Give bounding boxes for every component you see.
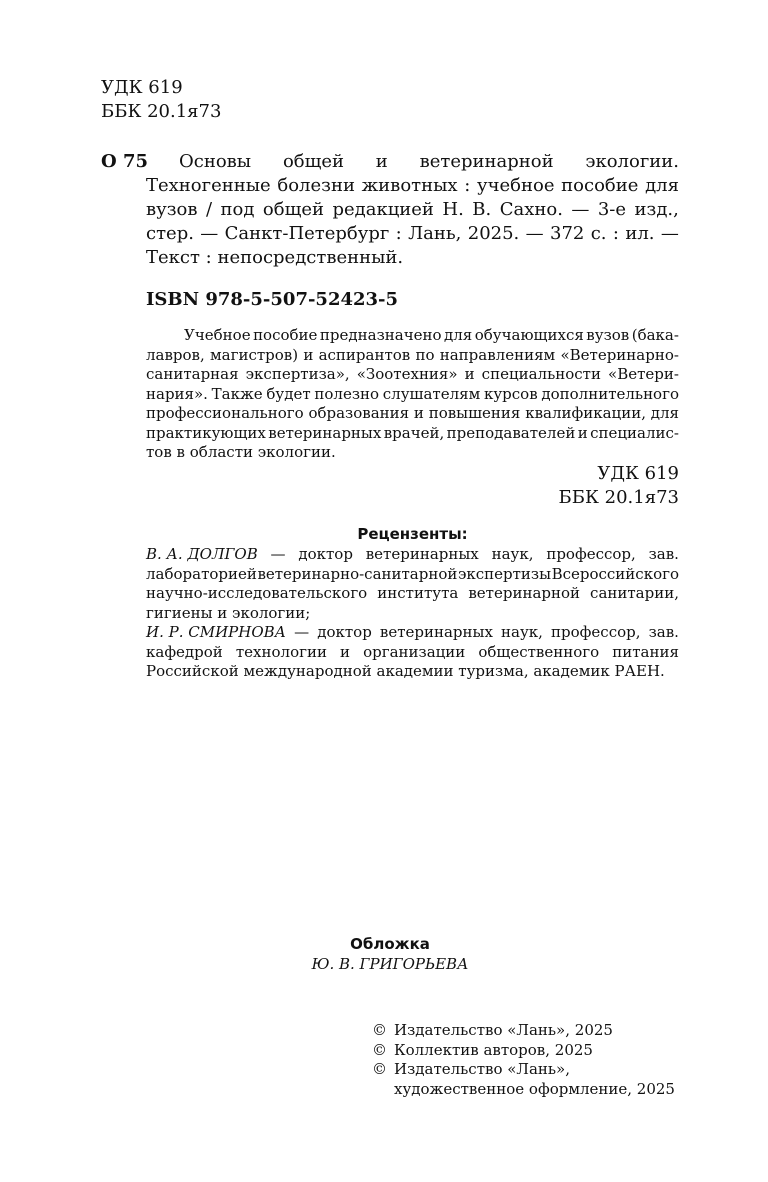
- word: и: [577, 423, 588, 442]
- line-words: [146, 643, 679, 663]
- word: доктор: [298, 545, 353, 563]
- word: специалис-: [590, 423, 679, 442]
- word: практикующих: [146, 423, 266, 442]
- word: (бака-: [631, 326, 679, 344]
- word: организации: [363, 642, 466, 661]
- line-words: [146, 565, 679, 585]
- word: слушателям: [382, 384, 481, 403]
- reviewer-line: [146, 662, 679, 682]
- copyright-symbol: ©: [372, 1040, 387, 1059]
- word: Техногенные: [146, 175, 271, 196]
- word: врачей,: [383, 423, 445, 442]
- word: преподавателей: [446, 423, 576, 442]
- word: магистров): [210, 345, 299, 364]
- word: болезни: [277, 175, 355, 196]
- word: специальности: [481, 365, 601, 383]
- word: «Зоотехния»: [356, 365, 458, 383]
- word: :: [395, 223, 402, 244]
- word: Также: [211, 384, 263, 403]
- bibliographic-line: [101, 150, 679, 174]
- word: для: [650, 404, 679, 422]
- copyright-symbol: ©: [372, 1021, 387, 1039]
- word: В.: [472, 199, 492, 220]
- word: нария».: [146, 384, 208, 403]
- word: ветеринарной: [419, 151, 554, 172]
- word: наук,: [491, 545, 534, 563]
- word: пособие: [561, 175, 639, 196]
- word: животных: [361, 175, 458, 196]
- word: ветеринарных: [379, 623, 493, 641]
- bibliographic-line: [101, 222, 679, 246]
- word: дополнительного: [541, 384, 679, 403]
- annotation-line: [146, 443, 679, 463]
- word: доктор: [317, 623, 372, 641]
- line-words: [146, 222, 679, 246]
- word: профессионального: [146, 404, 304, 422]
- word: кафедрой: [146, 642, 223, 661]
- line-text: гигиены и экологии;: [146, 603, 311, 622]
- word: —: [200, 223, 219, 244]
- isbn: ISBN 978-5-507-52423-5: [146, 289, 399, 310]
- classification-codes-top: [101, 76, 221, 124]
- word: и: [464, 365, 475, 383]
- reviewers-heading: Рецензенты:: [357, 525, 468, 543]
- word: ил.: [625, 223, 655, 244]
- line-words: [146, 346, 679, 366]
- word: и: [340, 642, 351, 661]
- word: 2025.: [467, 223, 520, 244]
- bbk-code: ББК 20.1я73: [558, 487, 679, 508]
- copyright-entry: [372, 1060, 675, 1080]
- word: санитарии,: [590, 584, 679, 602]
- word: аспирантов: [318, 345, 411, 364]
- word: направлениям: [439, 345, 556, 364]
- word: —: [294, 623, 310, 641]
- annotation-line: [146, 385, 679, 405]
- line-words: [184, 326, 679, 346]
- word: с.: [590, 223, 607, 244]
- word: :: [612, 223, 619, 244]
- word: зав.: [648, 545, 679, 563]
- word: вузов: [146, 199, 198, 220]
- annotation-line: [146, 365, 679, 385]
- word: экологии.: [585, 151, 679, 172]
- word: учебное: [477, 175, 555, 196]
- word: 3-е: [597, 199, 627, 220]
- line-words: [179, 150, 679, 174]
- bibliographic-line: [101, 174, 679, 198]
- word: научно-исследовательского: [146, 584, 368, 602]
- word: стер.: [146, 223, 194, 244]
- copyright-entry: [372, 1041, 675, 1061]
- word: общей: [262, 199, 324, 220]
- word: Санкт-Петербург: [224, 223, 390, 244]
- word: предназначено: [319, 326, 442, 344]
- reviewers-list: [146, 545, 679, 682]
- cover-label: Обложка: [350, 935, 430, 953]
- word: обучающихся: [474, 326, 584, 344]
- word: наук,: [501, 623, 543, 641]
- word: экспертизы: [457, 564, 552, 583]
- word: Сахно.: [499, 199, 563, 220]
- copyright-entry: [372, 1021, 675, 1041]
- author-mark: О 75: [101, 151, 148, 172]
- word: для: [444, 326, 473, 344]
- word: вузов: [586, 326, 630, 344]
- annotation-line: [146, 404, 679, 424]
- udk-code: УДК 619: [101, 77, 183, 98]
- reviewer-first-line: [146, 623, 679, 643]
- word: технологии: [235, 642, 327, 661]
- word: Лань,: [408, 223, 462, 244]
- annotation-line: [146, 326, 679, 346]
- word: пособие: [253, 326, 318, 344]
- reviewer-line: [146, 643, 679, 663]
- line-words: [146, 385, 679, 405]
- copyright-text: Издательство «Лань», 2025: [394, 1021, 613, 1039]
- line-text: тов в области экологии.: [146, 443, 336, 461]
- copyright-text: художественное оформление, 2025: [394, 1079, 675, 1098]
- reviewer-line: [146, 623, 679, 643]
- copyright-text: Коллектив авторов, 2025: [394, 1040, 593, 1059]
- word: ветеринарной: [468, 584, 581, 602]
- word: Всероссийского: [551, 564, 679, 583]
- word: «Ветери-: [608, 365, 679, 383]
- word: лавров,: [146, 345, 205, 364]
- word: Учебное: [184, 326, 251, 344]
- word: полезно: [314, 384, 380, 403]
- word: и: [413, 404, 424, 422]
- word: «Ветеринарно-: [560, 345, 679, 364]
- word: общей: [282, 151, 344, 172]
- word: /: [205, 199, 213, 220]
- word: Основы: [179, 151, 252, 172]
- word: Н.: [442, 199, 464, 220]
- line-text: Текст : непосредственный.: [146, 247, 404, 268]
- word: редакцией: [332, 199, 434, 220]
- copyright-block: [372, 1021, 675, 1099]
- copyright-symbol: ©: [372, 1060, 387, 1078]
- reviewer-name: В. А. ДОЛГОВ: [146, 545, 258, 563]
- word: профессор,: [546, 545, 636, 563]
- word: квалификации,: [525, 404, 646, 422]
- word: по: [415, 345, 435, 364]
- word: для: [645, 175, 679, 196]
- word: экспертиза»,: [245, 365, 350, 383]
- word: под: [220, 199, 255, 220]
- reviewer-line: [146, 604, 679, 624]
- line-words: [146, 198, 679, 222]
- word: —: [571, 199, 590, 220]
- reviewer-line: [146, 584, 679, 604]
- word: —: [270, 545, 286, 563]
- word: :: [464, 175, 471, 196]
- word: ветеринарных: [365, 545, 479, 563]
- word: —: [660, 223, 679, 244]
- word: 372: [550, 223, 585, 244]
- reviewer-line: [146, 565, 679, 585]
- copyright-entry-continuation: [372, 1080, 675, 1100]
- bbk-code: ББК 20.1я73: [101, 101, 222, 122]
- reviewer-first-line: [146, 545, 679, 565]
- word: лабораторией: [146, 564, 257, 583]
- bibliographic-record: [101, 150, 679, 270]
- word: и: [303, 345, 314, 364]
- annotation: [146, 326, 679, 463]
- word: повышения: [428, 404, 521, 422]
- word: санитарная: [146, 365, 239, 383]
- word: профессор,: [551, 623, 641, 641]
- reviewer-line: [146, 545, 679, 565]
- annotation-line: [146, 346, 679, 366]
- line-words: [146, 365, 679, 385]
- copyright-text: Издательство «Лань»,: [394, 1060, 571, 1078]
- line-text: Российской международной академии туризма, академик РАЕН.: [146, 662, 665, 680]
- line-words: [146, 404, 679, 424]
- cover-designer: Ю. В. ГРИГОРЬЕВА: [311, 955, 469, 973]
- word: курсов: [483, 384, 538, 403]
- bibliographic-line: [101, 198, 679, 222]
- word: общественного: [478, 642, 600, 661]
- word: ветеринарных: [268, 423, 382, 442]
- word: питания: [612, 642, 679, 661]
- line-words: [146, 424, 679, 444]
- line-words: [146, 584, 679, 604]
- line-words: [146, 174, 679, 198]
- udk-code: УДК 619: [597, 463, 679, 484]
- word: будет: [266, 384, 311, 403]
- word: —: [525, 223, 544, 244]
- annotation-line: [146, 424, 679, 444]
- word: зав.: [648, 623, 679, 641]
- word: образования: [308, 404, 410, 422]
- word: изд.,: [634, 199, 679, 220]
- word: института: [377, 584, 459, 602]
- word: ветеринарно-санитарной: [257, 564, 458, 583]
- cover-credit: [300, 934, 480, 974]
- classification-codes-bottom: [559, 462, 679, 510]
- word: и: [375, 151, 388, 172]
- bibliographic-line: [101, 246, 679, 270]
- reviewer-name: И. Р. СМИРНОВА: [146, 623, 287, 641]
